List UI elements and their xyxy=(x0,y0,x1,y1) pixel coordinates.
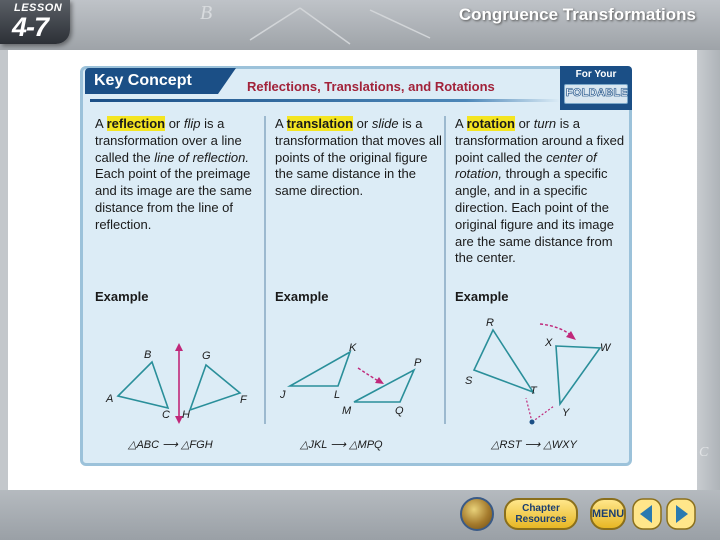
vertex-label: M xyxy=(342,405,352,417)
vertex-label: L xyxy=(334,389,341,401)
example-label-reflection: Example xyxy=(95,289,149,304)
triangle-abc xyxy=(118,362,168,408)
triangle-jkl xyxy=(290,352,350,386)
reflection-caption: △ABC ⟶ △FGH xyxy=(128,439,213,451)
vertex-label: B xyxy=(144,349,152,361)
vertex-label: J xyxy=(280,389,286,401)
translation-term: translation xyxy=(286,116,354,131)
back-arrow-icon[interactable] xyxy=(632,498,662,530)
lesson-label: LESSON xyxy=(14,2,63,14)
foldable-button[interactable] xyxy=(560,66,632,110)
example-label-rotation: Example xyxy=(455,289,509,304)
foldable-badge xyxy=(564,84,628,104)
reflection-alt-term: flip xyxy=(183,116,201,131)
vertex-label: P xyxy=(414,357,422,369)
vertex-label: F xyxy=(240,394,247,406)
background-doodle: C xyxy=(699,445,709,460)
center-of-rotation-term: center of rotation, xyxy=(455,149,597,182)
triangle-rst xyxy=(474,330,533,392)
rotation-caption: △RST ⟶ △WXY xyxy=(491,439,577,451)
rotation-term: rotation xyxy=(466,116,515,131)
chapter-resources-button[interactable] xyxy=(504,498,578,530)
header-bar xyxy=(0,0,720,50)
rotation-arrow xyxy=(540,324,572,336)
vertex-label: S xyxy=(465,375,473,387)
reflection-definition: A reflection or flip is a transformation over a line called the line of reflection. Each point of the preimage and its image are the same distance from the line of reflection. xyxy=(95,116,252,232)
translation-definition: A translation or slide is a transformation that moves all points of the original figure the same distance in the same direction. xyxy=(275,116,442,199)
reflection-figure xyxy=(100,340,260,425)
vertex-label: Q xyxy=(395,405,404,417)
rotation-definition: A rotation or turn is a transformation around a fixed point called the center of rotation, through a specific angle, and in a specific direction. Each point of the original figure and its image are the same distance from the center. xyxy=(455,116,625,266)
rotation-arrowhead xyxy=(566,331,576,340)
translation-figure xyxy=(280,340,440,425)
menu-label: MENU xyxy=(591,508,625,520)
globe-icon[interactable] xyxy=(460,497,494,531)
menu-button[interactable] xyxy=(590,498,626,530)
background-doodle-lines xyxy=(240,0,440,50)
triangle-mpq xyxy=(354,370,414,402)
center-ray xyxy=(532,406,554,422)
translation-arrow xyxy=(358,368,380,382)
chapter-resources-label: Chapter Resources xyxy=(515,503,567,525)
background-doodle: B xyxy=(200,2,213,24)
vertex-label: R xyxy=(486,317,494,329)
key-concept-label: Key Concept xyxy=(94,72,192,89)
vertex-label: Y xyxy=(562,407,570,419)
lesson-tab xyxy=(0,0,70,44)
vertex-label: W xyxy=(600,342,611,354)
left-margin xyxy=(0,50,8,490)
reflection-line-arrow-top xyxy=(175,343,183,351)
key-concept-title: Reflections, Translations, and Rotations xyxy=(247,79,495,94)
translation-caption: △JKL ⟶ △MPQ xyxy=(300,439,383,451)
lesson-number: 4-7 xyxy=(12,12,49,42)
forward-arrow-icon[interactable] xyxy=(666,498,696,530)
page-title: Congruence Transformations xyxy=(458,5,696,24)
foldable-top-label: For Your xyxy=(575,69,617,80)
right-margin xyxy=(697,50,720,490)
example-label-translation: Example xyxy=(275,289,329,304)
vertex-label: C xyxy=(162,409,170,421)
triangle-fgh xyxy=(190,365,240,410)
center-of-rotation-point xyxy=(530,420,535,425)
title-rule xyxy=(90,99,560,102)
triangle-wxy xyxy=(556,346,600,404)
reflection-term: reflection xyxy=(106,116,166,131)
center-ray xyxy=(526,398,532,422)
vertex-label: X xyxy=(545,337,553,349)
vertex-label: G xyxy=(202,350,211,362)
vertex-label: A xyxy=(106,393,114,405)
vertex-label: T xyxy=(530,385,537,397)
rotation-alt-term: turn xyxy=(533,116,557,131)
translation-alt-term: slide xyxy=(371,116,399,131)
vertex-label: K xyxy=(349,342,357,354)
vertex-label: H xyxy=(182,409,190,421)
line-of-reflection-term: line of reflection. xyxy=(154,149,249,165)
foldable-badge-label: FOLDABLE xyxy=(565,87,629,99)
rotation-figure xyxy=(456,314,626,429)
